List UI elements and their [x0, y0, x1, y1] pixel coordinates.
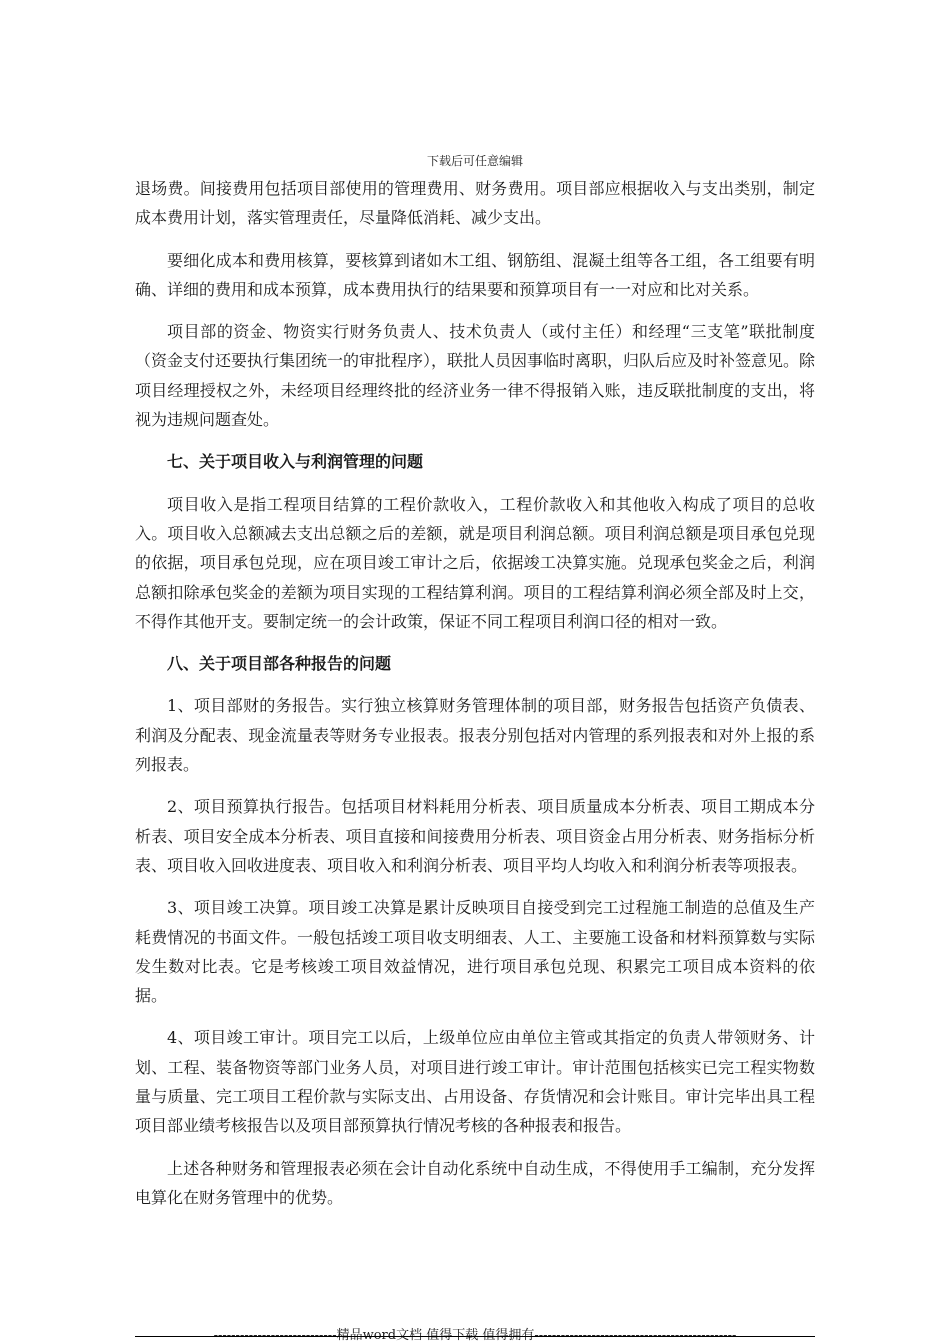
paragraph-cost-accounting: 要细化成本和费用核算，要核算到诸如木工组、钢筋组、混凝土组等各工组，各工组要有明确、详细的费用和成本预算，成本费用执行的结果要和预算项目有一一对应和比对关系。 [135, 250, 815, 299]
paragraph-automation: 上述各种财务和管理报表必须在会计自动化系统中自动生成，不得使用手工编制，充分发挥电算化在财务管理中的优势。 [135, 1158, 815, 1207]
paragraph-cost-intro: 退场费。间接费用包括项目部使用的管理费用、财务费用。项目部应根据收入与支出类别，制定成本费用计划，落实管理责任，尽量降低消耗、减少支出。 [135, 179, 815, 228]
paragraph-budget-report: 2、项目预算执行报告。包括项目材料耗用分析表、项目质量成本分析表、项目工期成本分析表、项目安全成本分析表、项目直接和间接费用分析表、项目资金占用分析表、财务指标分析表、项目收入回收进度表、项目收入和利润分析表、项目平均人均收入和利润分析表等项报表。 [135, 797, 815, 875]
section-heading-revenue-profit: 七、关于项目收入与利润管理的问题 [167, 452, 424, 472]
page-footer-note: ----------------------------精品word文档 值得下载 值得拥有---------------------------------------------- [213, 1328, 737, 1343]
footer-divider [135, 1336, 815, 1337]
page-header-note: 下载后可任意编辑 [426, 154, 523, 168]
section-heading-reports: 八、关于项目部各种报告的问题 [167, 654, 392, 674]
paragraph-joint-approval: 项目部的资金、物资实行财务负责人、技术负责人（或付主任）和经理“三支笔”联批制度（资金支付还要执行集团统一的审批程序），联批人员因事临时离职，归队后应及时补签意见。除项目经理授权之外，未经项目经理终批的经济业务一律不得报销入账，违反联批制度的支出，将视为违规问题查处。 [135, 322, 816, 430]
paragraph-completion-audit: 4、项目竣工审计。项目完工以后，上级单位应由单位主管或其指定的负责人带领财务、计划、工程、装备物资等部门业务人员，对项目进行竣工审计。审计范围包括核实已完工程实物数量与质量、完工项目工程价款与实际支出、占用设备、存货情况和会计账目。审计完毕出具工程项目部业绩考核报告以及项目部预算执行情况考核的各种报表和报告。 [135, 1028, 815, 1136]
document-body [135, 174, 815, 1225]
paragraph-financial-report: 1、项目部财的务报告。实行独立核算财务管理体制的项目部，财务报告包括资产负债表、利润及分配表、现金流量表等财务专业报表。报表分别包括对内管理的系列报表和对外上报的系列报表。 [135, 696, 815, 775]
paragraph-final-accounts: 3、项目竣工决算。项目竣工决算是累计反映项目自接受到完工过程施工制造的总值及生产耗费情况的书面文件。一般包括竣工项目收支明细表、人工、主要施工设备和材料预算数与实际发生数对比表。它是考核竣工项目效益情况，进行项目承包兑现、积累完工项目成本资料的依据。 [135, 898, 815, 1006]
paragraph-revenue-profit: 项目收入是指工程项目结算的工程价款收入，工程价款收入和其他收入构成了项目的总收入。项目收入总额减去支出总额之后的差额，就是项目利润总额。项目利润总额是项目承包兑现的依据，项目承包兑现，应在项目竣工审计之后，依据竣工决算实施。兑现承包奖金之后，利润总额扣除承包奖金的差额为项目实现的工程结算利润。项目的工程结算利润必须全部及时上交，不得作其他开支。要制定统一的会计政策，保证不同工程项目利润口径的相对一致。 [135, 494, 815, 631]
